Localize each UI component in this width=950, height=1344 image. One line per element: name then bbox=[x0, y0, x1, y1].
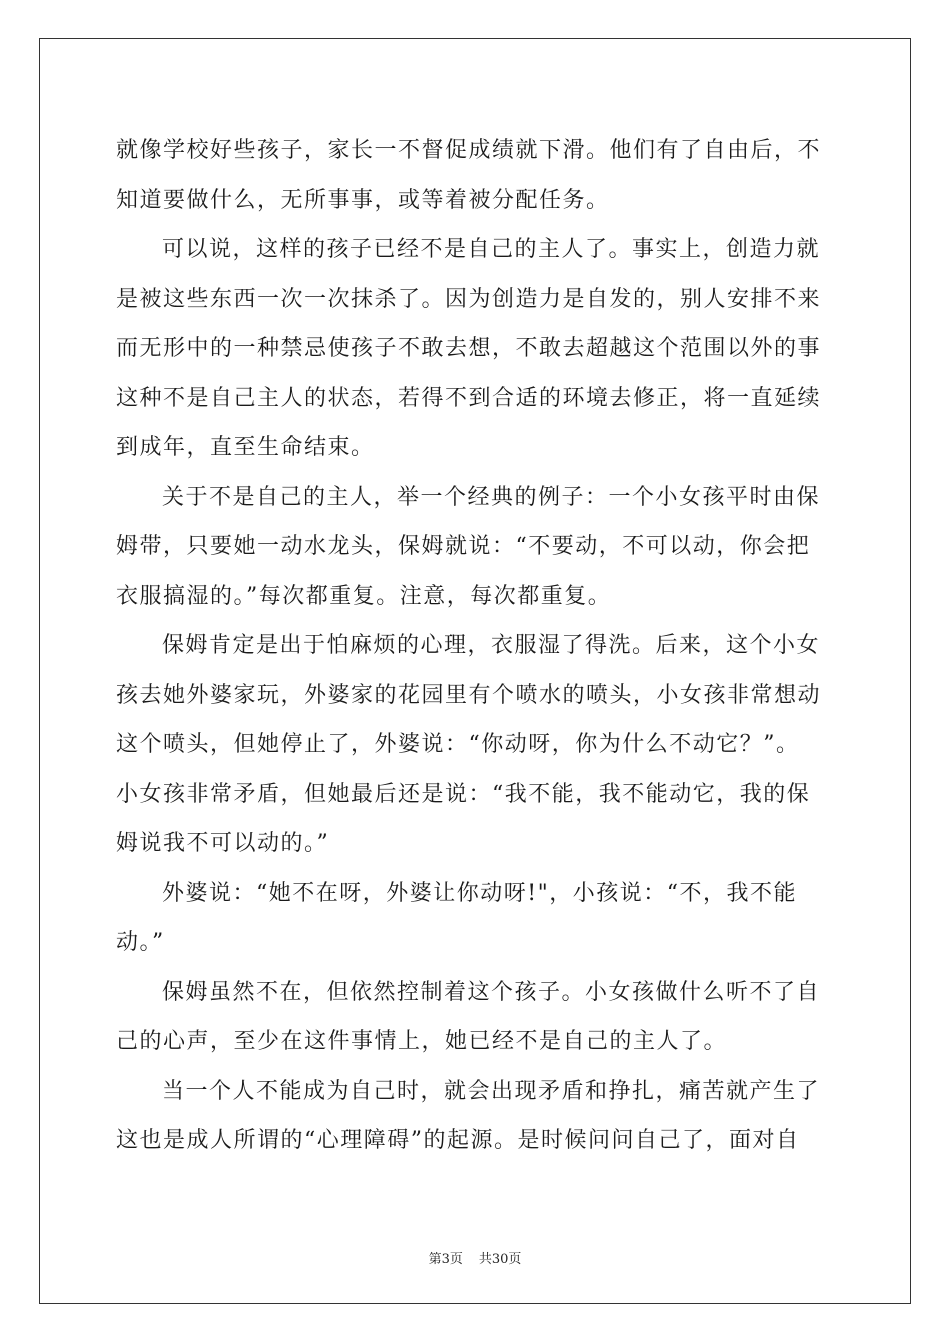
text-line: 关于不是自己的主人，举一个经典的例子：一个小女孩平时由保 bbox=[162, 484, 821, 510]
text-line: 可以说，这样的孩子已经不是自己的主人了。事实上，创造力就 bbox=[162, 237, 821, 262]
text-line: 己的心声，至少在这件事情上，她已经不是自己的主人了。 bbox=[116, 1029, 728, 1054]
text-line: 保姆肯定是出于怕麻烦的心理，衣服湿了得洗。后来，这个小女 bbox=[162, 633, 821, 658]
text-line: 外婆说：“她不在呀，外婆让你动呀!"，小孩说：“不，我不能 bbox=[162, 880, 797, 906]
text-line: 小女孩非常矛盾，但她最后还是说：“我不能，我不能动它，我的保 bbox=[116, 781, 811, 807]
text-line: 知道要做什么，无所事事，或等着被分配任务。 bbox=[116, 187, 610, 213]
total-pages-label: 共30页 bbox=[478, 1252, 522, 1267]
document-body bbox=[116, 126, 836, 1166]
text-line: 这个喷头，但她停止了，外婆说：“你动呀，你为什么不动它？”。 bbox=[116, 732, 800, 757]
text-line: 这也是成人所谓的“心理障碍”的起源。是时候问问自己了，面对自 bbox=[116, 1128, 800, 1153]
text-line: 就像学校好些孩子，家长一不督促成绩就下滑。他们有了自由后，不 bbox=[116, 138, 822, 163]
text-line: 动。” bbox=[116, 930, 165, 955]
text-line: 到成年，直至生命结束。 bbox=[116, 435, 375, 460]
text-line: 是被这些东西一次一次抹杀了。因为创造力是自发的，别人安排不来 bbox=[116, 286, 822, 312]
text-line: 姆说我不可以动的。” bbox=[116, 831, 330, 856]
page-footer bbox=[0, 1248, 950, 1267]
text-line: 而无形中的一种禁忌使孩子不敢去想，不敢去超越这个范围以外的事 bbox=[116, 336, 822, 361]
current-page-label: 第3页 bbox=[428, 1252, 463, 1267]
text-line: 保姆虽然不在，但依然控制着这个孩子。小女孩做什么听不了自 bbox=[162, 979, 821, 1005]
text-line: 衣服搞湿的。”每次都重复。注意，每次都重复。 bbox=[116, 583, 612, 609]
text-line: 孩去她外婆家玩，外婆家的花园里有个喷水的喷头，小女孩非常想动 bbox=[116, 682, 822, 708]
text-line: 当一个人不能成为自己时，就会出现矛盾和挣扎，痛苦就产生了 bbox=[162, 1078, 821, 1104]
text-line: 这种不是自己主人的状态，若得不到合适的环境去修正，将一直延续 bbox=[116, 385, 822, 411]
text-line: 姆带，只要她一动水龙头，保姆就说：“不要动，不可以动，你会把 bbox=[116, 534, 811, 559]
